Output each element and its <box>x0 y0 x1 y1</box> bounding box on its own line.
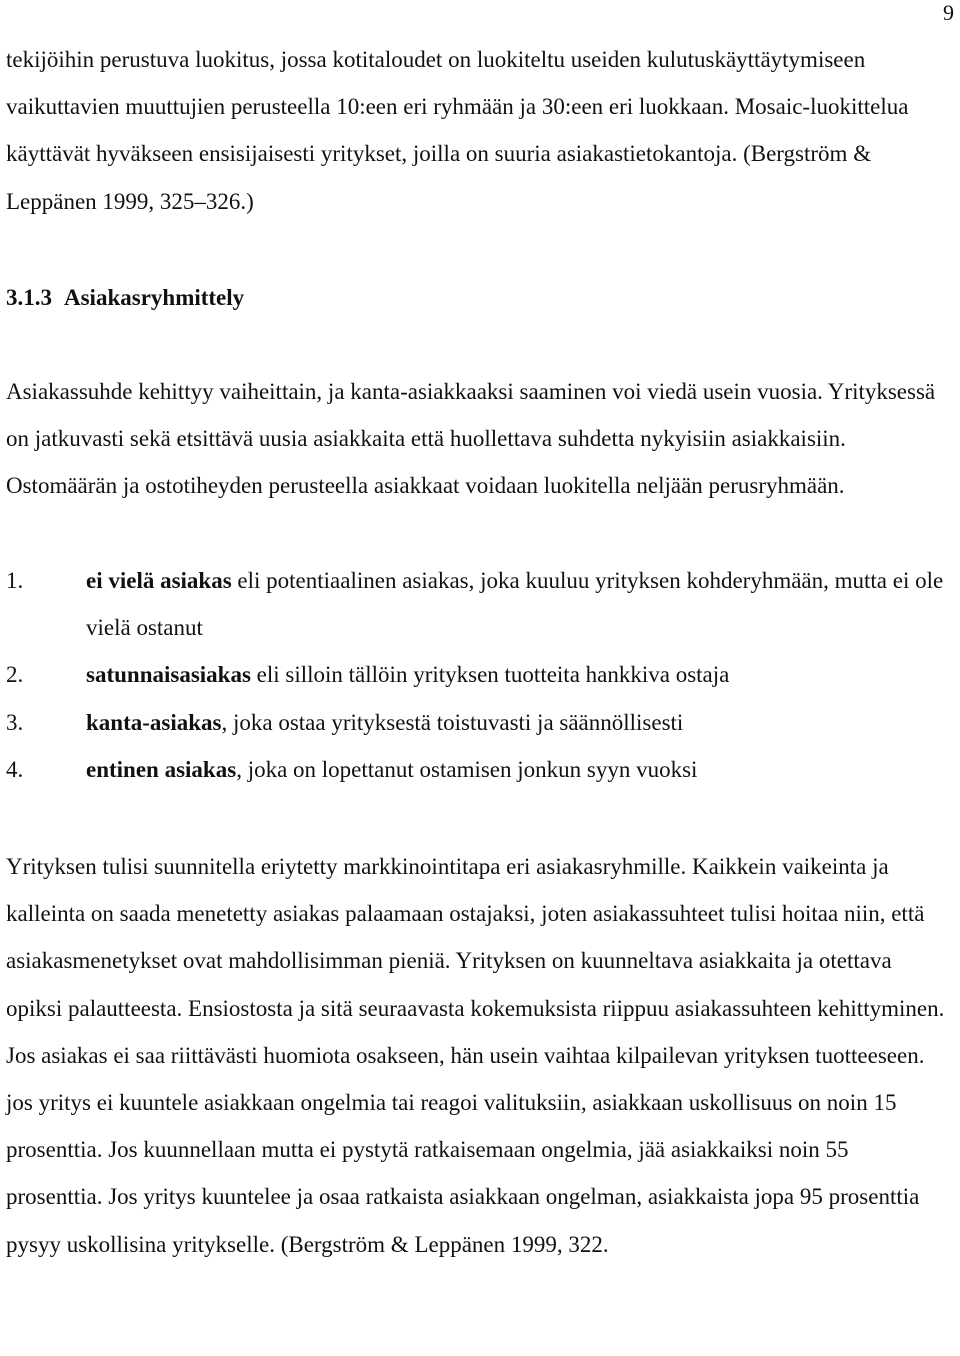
list-item-text: eli silloin tällöin yrityksen tuotteita hankkiva ostaja <box>250 662 730 688</box>
closing-paragraph: Yrityksen tulisi suunnitella eriytetty markkinointitapa eri asiakasryhmille. Kaikkein vaikeinta ja kalleinta on saada menetetty asiakas palaamaan ostajaksi, joten asiakassuhteet tulisi hoitaa niin, että asiakasmenetykset ovat mahdollisimman pieniä. Yrityksen on kuunneltava asiakkaita ja otettava opiksi palautteesta. Ensiostosta ja sitä seuraavasta kokemuksista riippuu asiakassuhteen kehittyminen. Jos asiakas ei saa riittävästi huomiota osakseen, hän usein vaihtaa kilpailevan yrityksen tuotteeseen. jos yritys ei kuuntele asiakkaan ongelmia tai reagoi valituksiin, asiakkaan uskollisuus on noin 15 prosenttia. Jos kuunnellaan mutta ei pystytä ratkaisemaan ongelmia, jää asiakkaiksi noin 55 prosenttia. Jos yritys kuuntelee ja osaa ratkaista asiakkaan ongelman, asiakkaista jopa 95 prosenttia pysyy uskollisina yritykselle. (Bergström & Leppänen 1999, 322. <box>6 854 945 1257</box>
section-heading <box>6 274 244 321</box>
intro-paragraph: tekijöihin perustuva luokitus, jossa kotitaloudet on luokiteltu useiden kulutuskäyttäytymiseen vaikuttavien muuttujien perusteella 10:een eri ryhmään ja 30:een eri luokkaan. Mosaic-luokittelua käyttävät hyväkseen ensisijaisesti yritykset, joilla on suuria asiakastietokantoja. (Bergström & Leppänen 1999, 325–326.) <box>6 47 909 214</box>
list-item-term: entinen asiakas <box>86 756 237 782</box>
list-item-number: 3. <box>6 709 24 735</box>
list-item-number: 2. <box>6 662 24 688</box>
list-item-number: 1. <box>6 568 24 593</box>
section-title: Asiakasryhmittely <box>64 285 245 310</box>
list-item-number: 4. <box>6 756 24 782</box>
list-item <box>6 746 946 793</box>
list-item-text: , joka on lopettanut ostamisen jonkun syyn vuoksi <box>236 756 698 782</box>
list-item <box>6 699 946 746</box>
list-item <box>6 651 946 698</box>
section-number: 3.1.3 <box>6 285 52 310</box>
section-intro-paragraph: Asiakassuhde kehittyy vaiheittain, ja kanta-asiakkaaksi saaminen voi viedä usein vuosia. Yrityksessä on jatkuvasti sekä etsittävä uusia asiakkaita että huollettava suhdetta nykyisiin asiakkaisiin. Ostomäärän ja ostotiheyden perusteella asiakkaat voidaan luokitella neljään perusryhmään. <box>6 379 936 499</box>
page-number: 9 <box>943 0 954 25</box>
list-item-term: satunnaisasiakas <box>86 662 251 688</box>
list-item-text: , joka ostaa yrityksestä toistuvasti ja säännöllisesti <box>221 709 684 735</box>
list-item-term: kanta-asiakas <box>86 709 222 735</box>
list-item-term: ei vielä asiakas <box>86 568 232 593</box>
customer-group-list <box>6 557 946 793</box>
list-item <box>6 557 946 651</box>
list-item-text: eli potentiaalinen asiakas, joka kuuluu yrityksen kohderyhmään, mutta ei ole vielä ostanut <box>86 568 944 641</box>
